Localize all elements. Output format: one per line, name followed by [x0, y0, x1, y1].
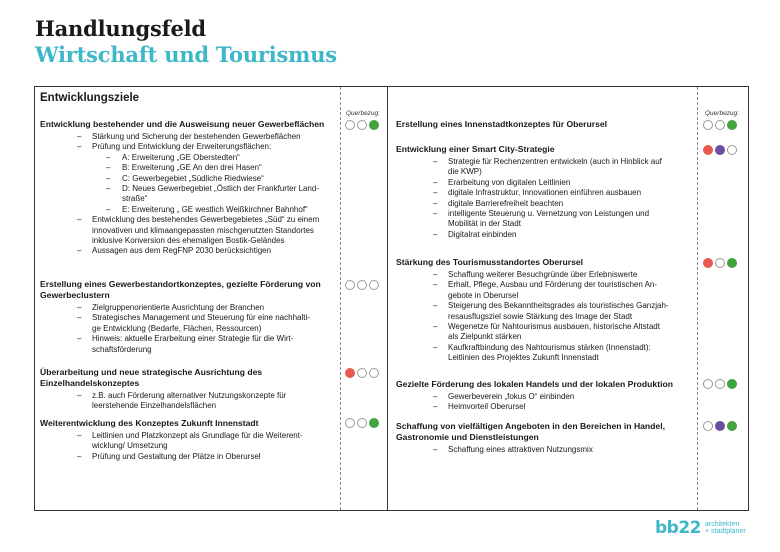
right-group-5-list	[396, 445, 696, 455]
left-group-3-list	[40, 391, 340, 412]
list-item: – B: Erweiterung „GE An den drei Hasen“	[106, 163, 262, 173]
left-group-4-title: Weiterentwicklung des Konzeptes Zukunft Innenstadt	[40, 418, 259, 428]
list-item: innovativen und klimaangepassten mischgenutzten Standortes	[92, 225, 314, 235]
querbezug-dot-green	[369, 120, 379, 130]
querbezug-dot	[345, 280, 355, 290]
list-item: – Stärkung und Sicherung der bestehenden Gewerbeflächen	[77, 132, 301, 141]
list-item: – Schaffung weiterer Besuchgründe über Erlebniswerte	[433, 270, 638, 279]
right-group-2-list	[396, 157, 696, 240]
querbezug-dot-red	[703, 145, 713, 155]
querbezug-dot	[715, 258, 725, 268]
column-divider	[387, 87, 388, 510]
querbezug-dot-purple	[715, 145, 725, 155]
company-logo	[655, 518, 746, 538]
list-item: – Gewerbeverein „fokus O“ einbinden	[433, 392, 575, 401]
logo-text	[705, 521, 746, 536]
right-group-5-title: Schaffung von vielfältigen Angeboten in den Bereichen in Handel, Gastronomie und Dienstleistungen	[396, 421, 665, 442]
querbezug-label-left: Querbezug:	[346, 110, 380, 117]
list-item: – Wegenetze für Nahtourismus ausbauen, historische Altstadt	[433, 322, 660, 332]
list-item: – digitale Barrierefreiheit beachten	[433, 198, 564, 208]
page-title-line1: Handlungsfeld	[35, 16, 206, 41]
querbezug-dot-green	[369, 418, 379, 428]
right-group-2-title: Entwicklung einer Smart City-Strategie	[396, 144, 555, 154]
list-item: – Prüfung und Gestaltung der Plätze in Oberursel	[77, 451, 261, 461]
left-group-3-indicators	[345, 368, 379, 378]
list-item: – digitale Infrastruktur, Innovationen einführen ausbauen	[433, 188, 642, 198]
list-item: – Steigerung des Bekanntheitsgrades als touristisches Ganzjah-	[433, 301, 669, 311]
right-group-1-indicators	[703, 120, 737, 130]
querbezug-label-right: Querbezug:	[705, 110, 739, 117]
right-querbezug-divider	[697, 87, 698, 510]
querbezug-dot	[715, 379, 725, 389]
list-item: – Prüfung und Entwicklung der Erweiterungsflächen:	[77, 142, 272, 152]
left-group-4-indicators	[345, 418, 379, 428]
right-group-3-list	[396, 270, 696, 364]
list-item: Leitlinien des Projektes Zukunft Innenstadt	[448, 353, 599, 363]
left-group-2-list	[40, 303, 340, 355]
list-item: – intelligente Steuerung u. Vernetzung von Leistungen und	[433, 209, 650, 219]
querbezug-dot	[357, 418, 367, 428]
querbezug-dot	[727, 145, 737, 155]
querbezug-dot-green	[727, 120, 737, 130]
logo-mark: bb22	[655, 518, 701, 538]
querbezug-dot	[369, 368, 379, 378]
querbezug-dot	[345, 120, 355, 130]
page-title-line2: Wirtschaft und Tourismus	[35, 42, 337, 67]
list-item: die KWP)	[448, 167, 482, 177]
right-group-5-indicators	[703, 421, 737, 431]
list-item: gebote in Oberursel	[448, 290, 519, 300]
list-item: – Zielgruppenorientierte Ausrichtung der Branchen	[77, 303, 265, 312]
logo-line1: architekten	[705, 520, 740, 528]
left-group-1-list	[40, 132, 340, 257]
left-group-1-indicators	[345, 120, 379, 130]
list-item: – Erarbeitung von digitalen Leitlinien	[433, 177, 571, 187]
list-item: – Schaffung eines attraktiven Nutzungsmix	[433, 445, 593, 454]
querbezug-dot-red	[703, 258, 713, 268]
querbezug-dot	[345, 418, 355, 428]
right-group-4-list	[396, 392, 696, 413]
list-item: – A: Erweiterung „GE Oberstedten“	[106, 152, 240, 162]
list-item: – Leitlinien und Platzkonzept als Grundlage für die Weiterent-	[77, 431, 303, 440]
left-group-2-indicators	[345, 280, 379, 290]
list-item: resausflugsziel sowie Stärkung des Image der Stadt	[448, 311, 633, 321]
list-item: inklusive Konversion des ehemaligen Bostik-Geländes	[92, 236, 285, 246]
list-item: – C: Gewerbegebiet „Südliche Riedwiese“	[106, 173, 264, 183]
list-item: leerstehende Einzelhandelsflächen	[92, 401, 217, 411]
list-item: – Strategisches Management und Steuerung für eine nachhalti-	[77, 313, 310, 323]
list-item: – Digitalrat einbinden	[433, 229, 517, 239]
querbezug-dot	[703, 421, 713, 431]
querbezug-dot-purple	[715, 421, 725, 431]
right-group-2-indicators	[703, 145, 737, 155]
list-item: – Heimvorteil Oberursel	[433, 402, 526, 412]
right-group-3-title: Stärkung des Tourismusstandortes Oberursel	[396, 257, 584, 267]
querbezug-dot-green	[727, 379, 737, 389]
querbezug-dot	[357, 280, 367, 290]
querbezug-dot	[703, 120, 713, 130]
list-item: Mobilität in der Stadt	[448, 219, 521, 229]
right-group-4-indicators	[703, 379, 737, 389]
left-querbezug-divider	[340, 87, 341, 510]
left-group-1-title: Entwicklung bestehender und die Ausweisung neuer Gewerbeflächen	[40, 119, 325, 129]
querbezug-dot	[369, 280, 379, 290]
content-frame	[34, 86, 749, 511]
section-heading: Entwicklungsziele	[40, 92, 140, 104]
list-item: ge Entwicklung (Bedarfe, Flächen, Ressourcen)	[92, 323, 262, 333]
left-group-4-list	[40, 431, 340, 462]
querbezug-dot	[357, 120, 367, 130]
list-item: – Aussagen aus dem RegFNP 2030 berücksichtigen	[77, 246, 272, 256]
list-item: – Strategie für Rechenzentren entwickeln (auch in Hinblick auf	[433, 157, 662, 166]
list-item: – Entwicklung des bestehendes Gewerbegebietes „Süd“ zu einem	[77, 215, 320, 225]
right-group-4-title: Gezielte Förderung des lokalen Handels und der lokalen Produktion	[396, 379, 673, 389]
list-item: – Erhalt, Pflege, Ausbau und Förderung der touristischen An-	[433, 280, 658, 290]
list-item: wicklung/ Umsetzung	[92, 441, 168, 451]
querbezug-dot-green	[727, 258, 737, 268]
querbezug-dot	[715, 120, 725, 130]
list-item: – E: Erweiterung „ GE westlich Weißkirchner Bahnhof“	[106, 204, 308, 214]
list-item: – z.B. auch Förderung alternativer Nutzungskonzepte für	[77, 391, 287, 400]
list-item: – D: Neues Gewerbegebiet „Östlich der Frankfurter Land-	[106, 184, 319, 194]
list-item: als Zielpunkt stärken	[448, 332, 522, 342]
logo-line2: + stadtplaner	[705, 528, 746, 535]
list-item: straße“	[122, 194, 148, 204]
left-group-2-title: Erstellung eines Gewerbestandortkonzeptes, gezielte Förderung von Gewerbeclustern	[40, 279, 321, 300]
right-group-3-indicators	[703, 258, 737, 268]
querbezug-dot-red	[345, 368, 355, 378]
left-group-3-title: Überarbeitung und neue strategische Ausrichtung des Einzelhandelskonzeptes	[40, 367, 263, 388]
list-item: – Kaufkraftbindung des Nahtourismus stärken (Innenstadt):	[433, 342, 651, 352]
list-item: schaftsförderung	[92, 344, 152, 354]
right-group-1-title: Erstellung eines Innenstadtkonzeptes für Oberursel	[396, 119, 608, 129]
list-item: – Hinweis: aktuelle Erarbeitung einer Strategie für die Wirt-	[77, 334, 294, 344]
querbezug-dot-green	[727, 421, 737, 431]
querbezug-dot	[703, 379, 713, 389]
querbezug-dot	[357, 368, 367, 378]
